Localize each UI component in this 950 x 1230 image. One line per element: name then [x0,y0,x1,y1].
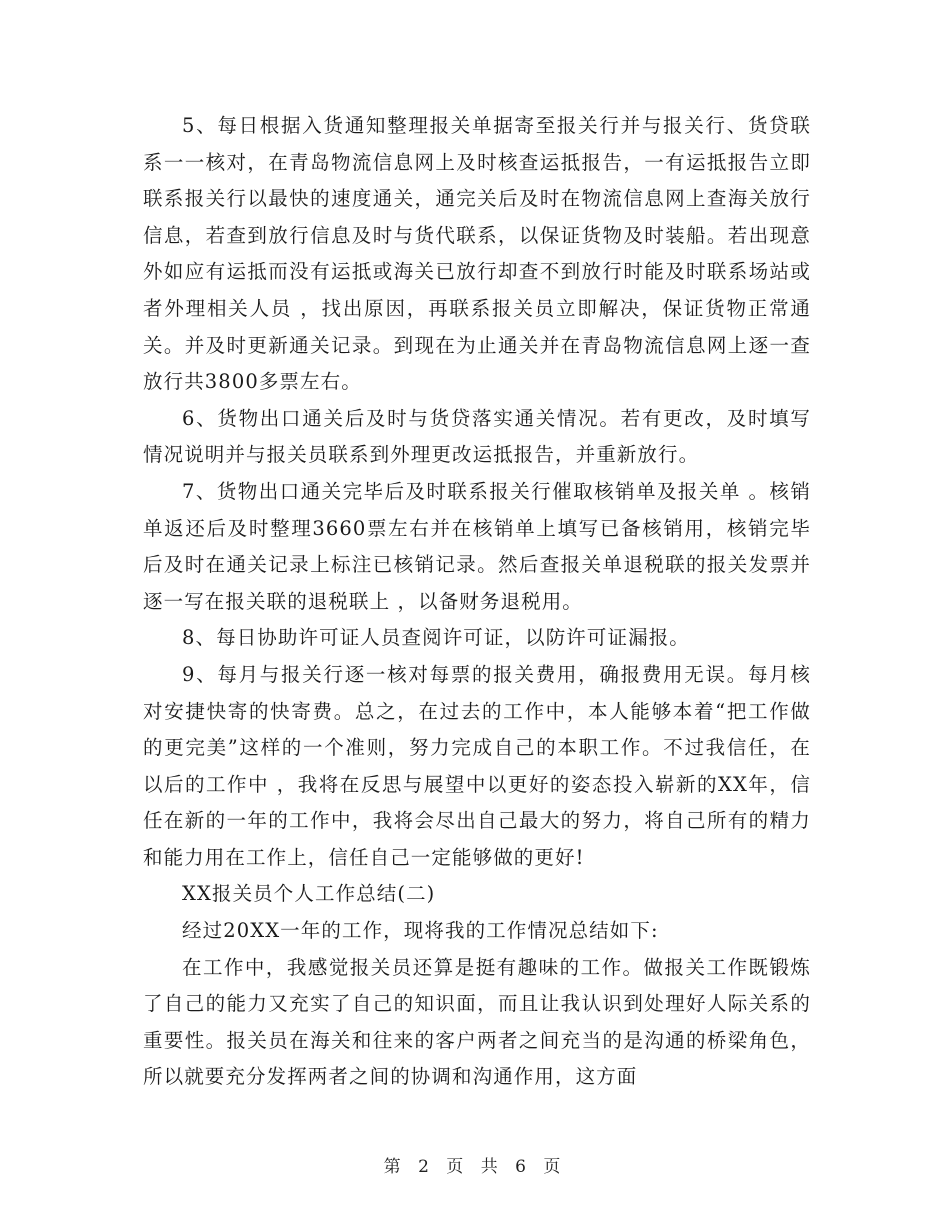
intro-paragraph: 经过20XX一年的工作，现将我的工作情况总结如下: [182,919,659,943]
paragraph-item-8: 8、每日协助许可证人员查阅许可证，以防许可证漏报。 [182,626,690,650]
paragraph-item-6: 6、货物出口通关后及时与货贷落实通关情况。若有更改，及时填写情况说明并与报关员联系到外理更改运抵报告，并重新放行。 [143,406,811,467]
paragraph-item-7: 7、货物出口通关完毕后及时联系报关行催取核销单及报关单 。核销单返还后及时整理3660票左右并在核销单上填写已备核销用，核销完毕后及时在通关记录上标注已核销记录。然后查报关单退税联的报关发票并逐一写在报关联的退税联上 ，以备财务退税用。 [143,479,811,613]
page-number-footer: 第 2 页 共 6 页 [383,1157,567,1177]
section-heading: XX报关员个人工作总结(二) [182,882,436,906]
body-paragraph: 在工作中，我感觉报关员还算是挺有趣味的工作。做报关工作既锻炼了自己的能力又充实了自己的知识面，而且让我认识到处理好人际关系的重要性。报关员在海关和往来的客户两者之间充当的是沟通的桥梁角色，所以就要充分发挥两者之间的协调和沟通作用，这方面 [143,955,811,1089]
paragraph-item-5: 5、每日根据入货通知整理报关单据寄至报关行并与报关行、货贷联系一一核对，在青岛物流信息网上及时核查运抵报告，一有运抵报告立即联系报关行以最快的速度通关，通完关后及时在物流信息网上查海关放行信息，若查到放行信息及时与货代联系，以保证货物及时装船。若出现意外如应有运抵而没有运抵或海关已放行却查不到放行时能及时联系场站或者外理相关人员 ，找出原因，再联系报关员立即解决，保证货物正常通关。并及时更新通关记录。到现在为止通关并在青岛物流信息网上逐一查放行共3800多票左右。 [143,114,811,394]
paragraph-item-9: 9、每月与报关行逐一核对每票的报关费用，确报费用无误。每月核对安捷快寄的快寄费。总之，在过去的工作中，本人能够本着“把工作做的更完美”这样的一个准则，努力完成自己的本职工作。不过我信任，在以后的工作中 ，我将在反思与展望中以更好的姿态投入崭新的XX年，信任在新的一年的工作中，我将会尽出自己最大的努力，将自己所有的精力和能力用在工作上，信任自己一定能够做的更好! [143,662,811,869]
document-body [143,108,811,1096]
